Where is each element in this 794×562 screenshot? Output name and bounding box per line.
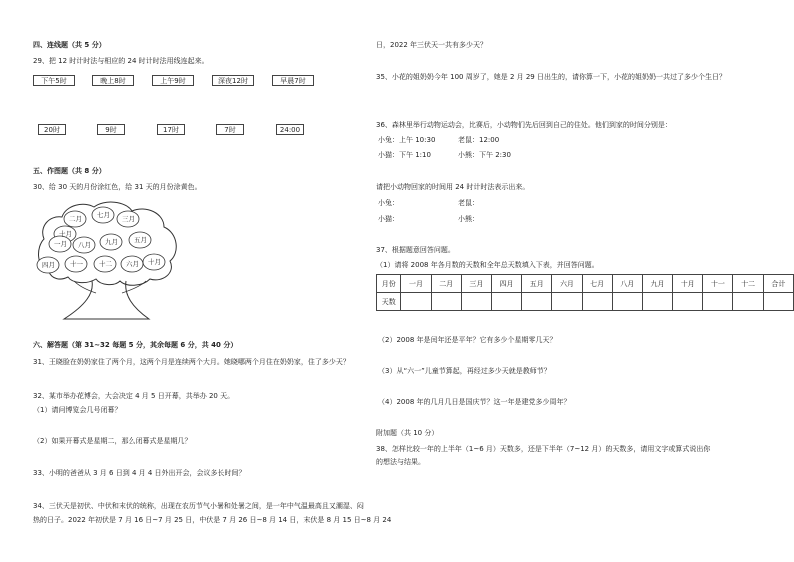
mouse-answer-label: 老鼠： (458, 199, 479, 207)
tree-month-10[interactable]: 十一 (70, 260, 83, 268)
month-days-table (376, 274, 794, 311)
table-header-cell: 八月 (612, 275, 642, 293)
question-34-line-3: 日，2022 年三伏天一共有多少天？ (376, 41, 488, 49)
question-37-part-3: （3）从“六一”儿童节算起，再经过多少天就是教师节？ (378, 367, 551, 375)
tree-month-9[interactable]: 四月 (42, 261, 55, 269)
time12-box-5[interactable]: 早晨7时 (272, 75, 314, 86)
question-31: 31、王晓脸在奶奶家住了两个月，这两个月是连续两个大月。她晓哪两个月住在奶奶家，住了多少天？ (33, 358, 350, 366)
table-header-cell: 合计 (763, 275, 793, 293)
question-32-part-2: （2）如果开幕式是星期二，那么闭幕式是星期几？ (33, 437, 192, 445)
table-row-label: 天数 (377, 293, 401, 311)
question-38-line-2: 的想法与结果。 (376, 458, 425, 466)
section-4-title: 四、连线题（共 5 分） (33, 41, 106, 49)
question-35: 35、小花的姐奶奶今年 100 周岁了，她是 2 月 29 日出生的，请你算一下，小花的姐奶奶一共过了多少个生日？ (376, 73, 726, 81)
tree-month-4[interactable]: 十月 (59, 230, 72, 238)
question-36-ask: 请把小动物回家的时间用 24 时计时法表示出来。 (376, 183, 530, 191)
table-header-cell: 月份 (377, 275, 401, 293)
time24-box-1[interactable]: 20时 (38, 124, 66, 135)
question-36: 36、森林里举行动物运动会，比赛后，小动物们先后回到自己的住处。他们到家的时间分别是： (376, 121, 672, 129)
time12-box-3[interactable]: 上午9时 (152, 75, 194, 86)
time24-box-3[interactable]: 17时 (157, 124, 185, 135)
section-5-title: 五、作图题（共 8 分） (33, 167, 106, 175)
table-input-cell[interactable] (522, 293, 552, 311)
question-34-line-2: 热的日子。2022 年初伏是 7 月 16 日~7 月 25 日，中伏是 7 月 26 日~8 月 14 日，末伏是 8 月 15 日~8 月 24 (33, 516, 392, 524)
table-input-cell[interactable] (673, 293, 703, 311)
rabbit-time: 小兔：上午 10:30 (378, 136, 436, 144)
tree-month-7[interactable]: 九月 (105, 238, 118, 246)
table-input-cell[interactable] (612, 293, 642, 311)
tree-month-2[interactable]: 七月 (97, 211, 110, 219)
table-input-cell[interactable] (582, 293, 612, 311)
bear-answer-label: 小熊： (458, 215, 479, 223)
question-38-line-1: 38、怎样比较一年的上半年（1~6 月）天数多，还是下半年（7~12 月）的天数多，请用文字或算式说出你 (376, 445, 711, 453)
table-header-cell: 十二 (733, 275, 763, 293)
table-input-cell[interactable] (461, 293, 491, 311)
table-header-cell: 四月 (491, 275, 521, 293)
bear-time: 小熊：下午 2:30 (458, 151, 511, 159)
time24-box-5[interactable]: 24:00 (276, 124, 304, 135)
table-header-cell: 九月 (642, 275, 672, 293)
mouse-time: 老鼠：12:00 (458, 136, 500, 144)
question-37-part-1: （1）请将 2008 年各月数的天数和全年总天数填入下表，并回答问题。 (376, 261, 599, 269)
cat-time: 小猫：下午 1:10 (378, 151, 431, 159)
table-header-cell: 一月 (401, 275, 431, 293)
tree-month-3[interactable]: 三月 (122, 215, 135, 223)
tree-month-11[interactable]: 十二 (99, 260, 112, 268)
time12-box-2[interactable]: 晚上8时 (92, 75, 134, 86)
tree-month-8[interactable]: 五月 (134, 236, 147, 244)
question-29: 29、把 12 时计时法与相应的 24 时计时法用线连起来。 (33, 57, 209, 65)
cat-answer-label: 小猫： (378, 215, 399, 223)
section-6-title: 六、解答题（第 31~32 每题 5 分，其余每题 6 分，共 40 分） (33, 341, 238, 349)
question-37-part-4: （4）2008 年的几月几日是国庆节？这一年是建党多少周年？ (378, 398, 571, 406)
tree-month-1[interactable]: 二月 (69, 215, 82, 223)
question-32: 32、某市举办花博会，大会决定 4 月 5 日开幕，共举办 20 天。 (33, 392, 235, 400)
table-input-cell[interactable] (552, 293, 582, 311)
table-row (377, 293, 794, 311)
time24-box-2[interactable]: 9时 (97, 124, 125, 135)
tree-month-6[interactable]: 八月 (78, 241, 91, 249)
time12-box-1[interactable]: 下午5时 (33, 75, 75, 86)
rabbit-answer-label: 小兔： (378, 199, 399, 207)
table-header-cell: 十一 (703, 275, 733, 293)
table-input-cell[interactable] (491, 293, 521, 311)
table-input-cell[interactable] (763, 293, 793, 311)
bonus-section-title: 附加题（共 10 分） (376, 429, 439, 437)
table-input-cell[interactable] (642, 293, 672, 311)
table-header-row (377, 275, 794, 293)
table-header-cell: 二月 (431, 275, 461, 293)
table-header-cell: 三月 (461, 275, 491, 293)
table-header-cell: 六月 (552, 275, 582, 293)
question-32-part-1: （1）请问博览会几号闭幕？ (33, 406, 122, 414)
time24-box-4[interactable]: 7时 (216, 124, 244, 135)
table-input-cell[interactable] (733, 293, 763, 311)
tree-month-13[interactable]: 十月 (148, 258, 161, 266)
table-input-cell[interactable] (431, 293, 461, 311)
table-header-cell: 十月 (673, 275, 703, 293)
question-37: 37、根据题意回答问题。 (376, 246, 455, 254)
question-33: 33、小明的爸爸从 3 月 6 日到 4 月 4 日外出开会，会议多长时间？ (33, 469, 246, 477)
question-37-part-2: （2）2008 年是闰年还是平年？它有多少个星期零几天？ (378, 336, 557, 344)
question-34-line-1: 34、三伏天是初伏、中伏和末伏的统称，出现在农历节气小暑和处暑之间，是一年中气温最高且又潮湿、闷 (33, 502, 364, 510)
table-header-cell: 五月 (522, 275, 552, 293)
table-input-cell[interactable] (401, 293, 431, 311)
time12-box-4[interactable]: 深夜12时 (212, 75, 254, 86)
question-30: 30、给 30 天的月份涂红色，给 31 天的月份涂黄色。 (33, 183, 202, 191)
tree-month-5[interactable]: 一月 (54, 240, 67, 248)
table-input-cell[interactable] (703, 293, 733, 311)
table-header-cell: 七月 (582, 275, 612, 293)
tree-month-12[interactable]: 六月 (126, 260, 139, 268)
